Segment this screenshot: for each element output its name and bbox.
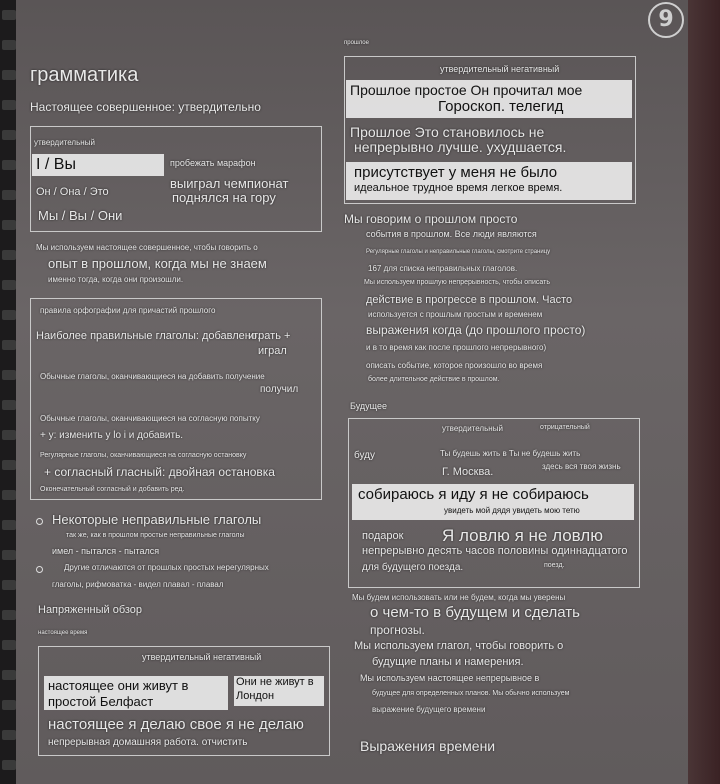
binding-ring <box>2 370 16 380</box>
binding-ring <box>2 760 16 770</box>
table-header: утвердительный негативный <box>440 64 560 74</box>
section-subtitle: Настоящее совершенное: утвердительно <box>30 100 261 114</box>
binding-ring <box>2 610 16 620</box>
note-text: Регулярные глаголы и неправильные глаголы, смотрите страницу <box>366 249 551 255</box>
table-header: утвердительный негативный <box>142 652 262 662</box>
section-title: грамматика <box>30 64 139 86</box>
note-text: Мы используем прошлую непрерывность, чтобы описать <box>364 279 550 286</box>
section-title: Будущее <box>350 401 387 411</box>
note-text: описать событие, которое произошло во время <box>366 361 543 370</box>
binding-ring <box>2 670 16 680</box>
future-cell: здесь вся твоя жизнь <box>542 462 621 471</box>
note-text: Мы будем использовать или не будем, когда мы уверены <box>352 593 566 602</box>
binding-ring <box>2 640 16 650</box>
table-header: правила орфографии для причастий прошлого <box>40 306 216 315</box>
future-cell: непрерывно десять часов половины одиннадцатого <box>362 545 628 557</box>
table-header: утвердительный <box>442 424 503 433</box>
past-cell: Прошлое Это становилось не <box>350 124 545 140</box>
past-cell: Прошлое простое Он прочитал мое <box>350 82 583 98</box>
subject-cell: Мы / Вы / Они <box>38 208 123 223</box>
note-text: имел - пытался - пытался <box>52 546 160 556</box>
note-text: прогнозы. <box>370 623 425 637</box>
note-text: о чем-то в будущем и сделать <box>370 604 580 621</box>
note-text: Некоторые неправильные глаголы <box>52 512 262 527</box>
subject-cell: I / Вы <box>36 156 76 173</box>
binding-ring <box>2 400 16 410</box>
note-text: так же, как в прошлом простые неправильные глаголы <box>66 532 245 539</box>
future-cell: Я ловлю я не ловлю <box>442 526 603 545</box>
note-text: глаголы, рифмоватка - видел плавал - плавал <box>52 580 224 589</box>
bullet-icon <box>36 566 43 573</box>
review-cell: простой Белфаст <box>48 694 154 709</box>
note-text: именно тогда, когда они произошли. <box>48 275 184 284</box>
note-text: выражения когда (до прошлого просто) <box>366 323 586 337</box>
future-cell: Г. Москва. <box>442 466 494 478</box>
binding-ring <box>2 70 16 80</box>
binding-ring <box>2 250 16 260</box>
bullet-icon <box>36 518 43 525</box>
verb-cell: пробежать марафон <box>170 158 256 168</box>
future-cell: буду <box>354 450 376 461</box>
note-text: Мы используем глагол, чтобы говорить о <box>354 640 564 652</box>
rule-example: играл <box>258 345 287 357</box>
note-text: Мы используем настоящее совершенное, чтобы говорить о <box>36 243 258 252</box>
binding-ring <box>2 430 16 440</box>
past-cell: присутствует у меня не было <box>354 164 558 181</box>
note-text: и в то время как после прошлого непрерывного) <box>366 343 547 352</box>
binding-ring <box>2 220 16 230</box>
binding-ring <box>2 160 16 170</box>
rule-example: играть + <box>248 330 291 342</box>
past-cell: непрерывно лучше. ухудшается. <box>354 139 567 155</box>
future-cell: Ты будешь жить в Ты не будешь жить <box>440 449 581 458</box>
binding-ring <box>2 730 16 740</box>
binding-ring <box>2 280 16 290</box>
spiral-binding <box>0 0 16 784</box>
table-header: утвердительный <box>34 138 95 147</box>
note-text: будущее для определенных планов. Мы обычно используем <box>372 690 570 697</box>
note-text: более длительное действие в прошлом. <box>368 376 500 383</box>
past-cell: Гороскоп. телегид <box>438 98 564 115</box>
future-cell: для будущего поезда. <box>362 562 464 573</box>
binding-ring <box>2 40 16 50</box>
rule-example: + согласный гласный: двойная остановка <box>44 465 275 479</box>
future-cell: увидеть мой дядя увидеть мою тетю <box>444 506 580 515</box>
note-text: Другие отличаются от прошлых простых нерегулярных <box>64 563 269 572</box>
future-cell: поезд. <box>544 562 565 569</box>
page-edge <box>688 0 720 784</box>
rule-text: Наиболее правильные глаголы: добавлено. <box>36 330 261 342</box>
rule-example: + y: изменить у lo i и добавить. <box>40 430 184 441</box>
future-cell: подарок <box>362 530 404 542</box>
subject-cell: Он / Она / Это <box>36 186 109 198</box>
review-cell: Они не живут в <box>236 676 314 688</box>
page-number-badge: 9 <box>648 2 684 38</box>
verb-cell: выиграл чемпионат <box>170 176 289 191</box>
note-text: опыт в прошлом, когда мы не знаем <box>48 256 267 271</box>
verb-cell: поднялся на гору <box>172 190 276 205</box>
section-subtitle: настоящее время <box>38 630 88 636</box>
binding-ring <box>2 580 16 590</box>
small-label: прошлое <box>344 40 369 46</box>
review-cell: настоящее они живут в <box>48 678 189 693</box>
review-cell: непрерывная домашняя работа. отчистить <box>48 737 248 748</box>
note-text: будущие планы и намерения. <box>372 656 524 668</box>
binding-ring <box>2 460 16 470</box>
binding-ring <box>2 520 16 530</box>
note-text: используется с прошлым простым и временем <box>368 310 543 319</box>
binding-ring <box>2 310 16 320</box>
note-text: Мы говорим о прошлом просто <box>344 212 518 226</box>
rule-text: Обычные глаголы, оканчивающиеся на добавить получение <box>40 372 265 381</box>
note-text: 167 для списка неправильных глаголов. <box>368 264 518 273</box>
binding-ring <box>2 130 16 140</box>
future-cell: собираюсь я иду я не собираюсь <box>358 486 589 503</box>
past-cell: идеальное трудное время легкое время. <box>354 182 563 194</box>
binding-ring <box>2 100 16 110</box>
section-title: Выражения времени <box>360 738 496 754</box>
binding-ring <box>2 700 16 710</box>
binding-ring <box>2 340 16 350</box>
rule-text: Регулярные глаголы, оканчивающиеся на согласную остановку <box>40 452 247 459</box>
binding-ring <box>2 10 16 20</box>
binding-ring <box>2 190 16 200</box>
review-cell: настоящее я делаю свое я не делаю <box>48 716 304 733</box>
note-text: Мы используем настоящее непрерывное в <box>360 673 540 683</box>
rule-example: получил <box>260 384 299 395</box>
table-header: отрицательный <box>540 424 590 431</box>
rule-text: Обычные глаголы, оканчивающиеся на согласную попытку <box>40 414 260 423</box>
binding-ring <box>2 490 16 500</box>
note-text: действие в прогрессе в прошлом. Часто <box>366 294 573 306</box>
note-text: выражение будущего времени <box>372 705 486 714</box>
review-cell: Лондон <box>236 690 275 702</box>
rule-text: Оконечательный согласный и добавить ред. <box>40 486 185 493</box>
binding-ring <box>2 550 16 560</box>
note-text: события в прошлом. Все люди являются <box>366 229 537 239</box>
section-title: Напряженный обзор <box>38 604 143 616</box>
